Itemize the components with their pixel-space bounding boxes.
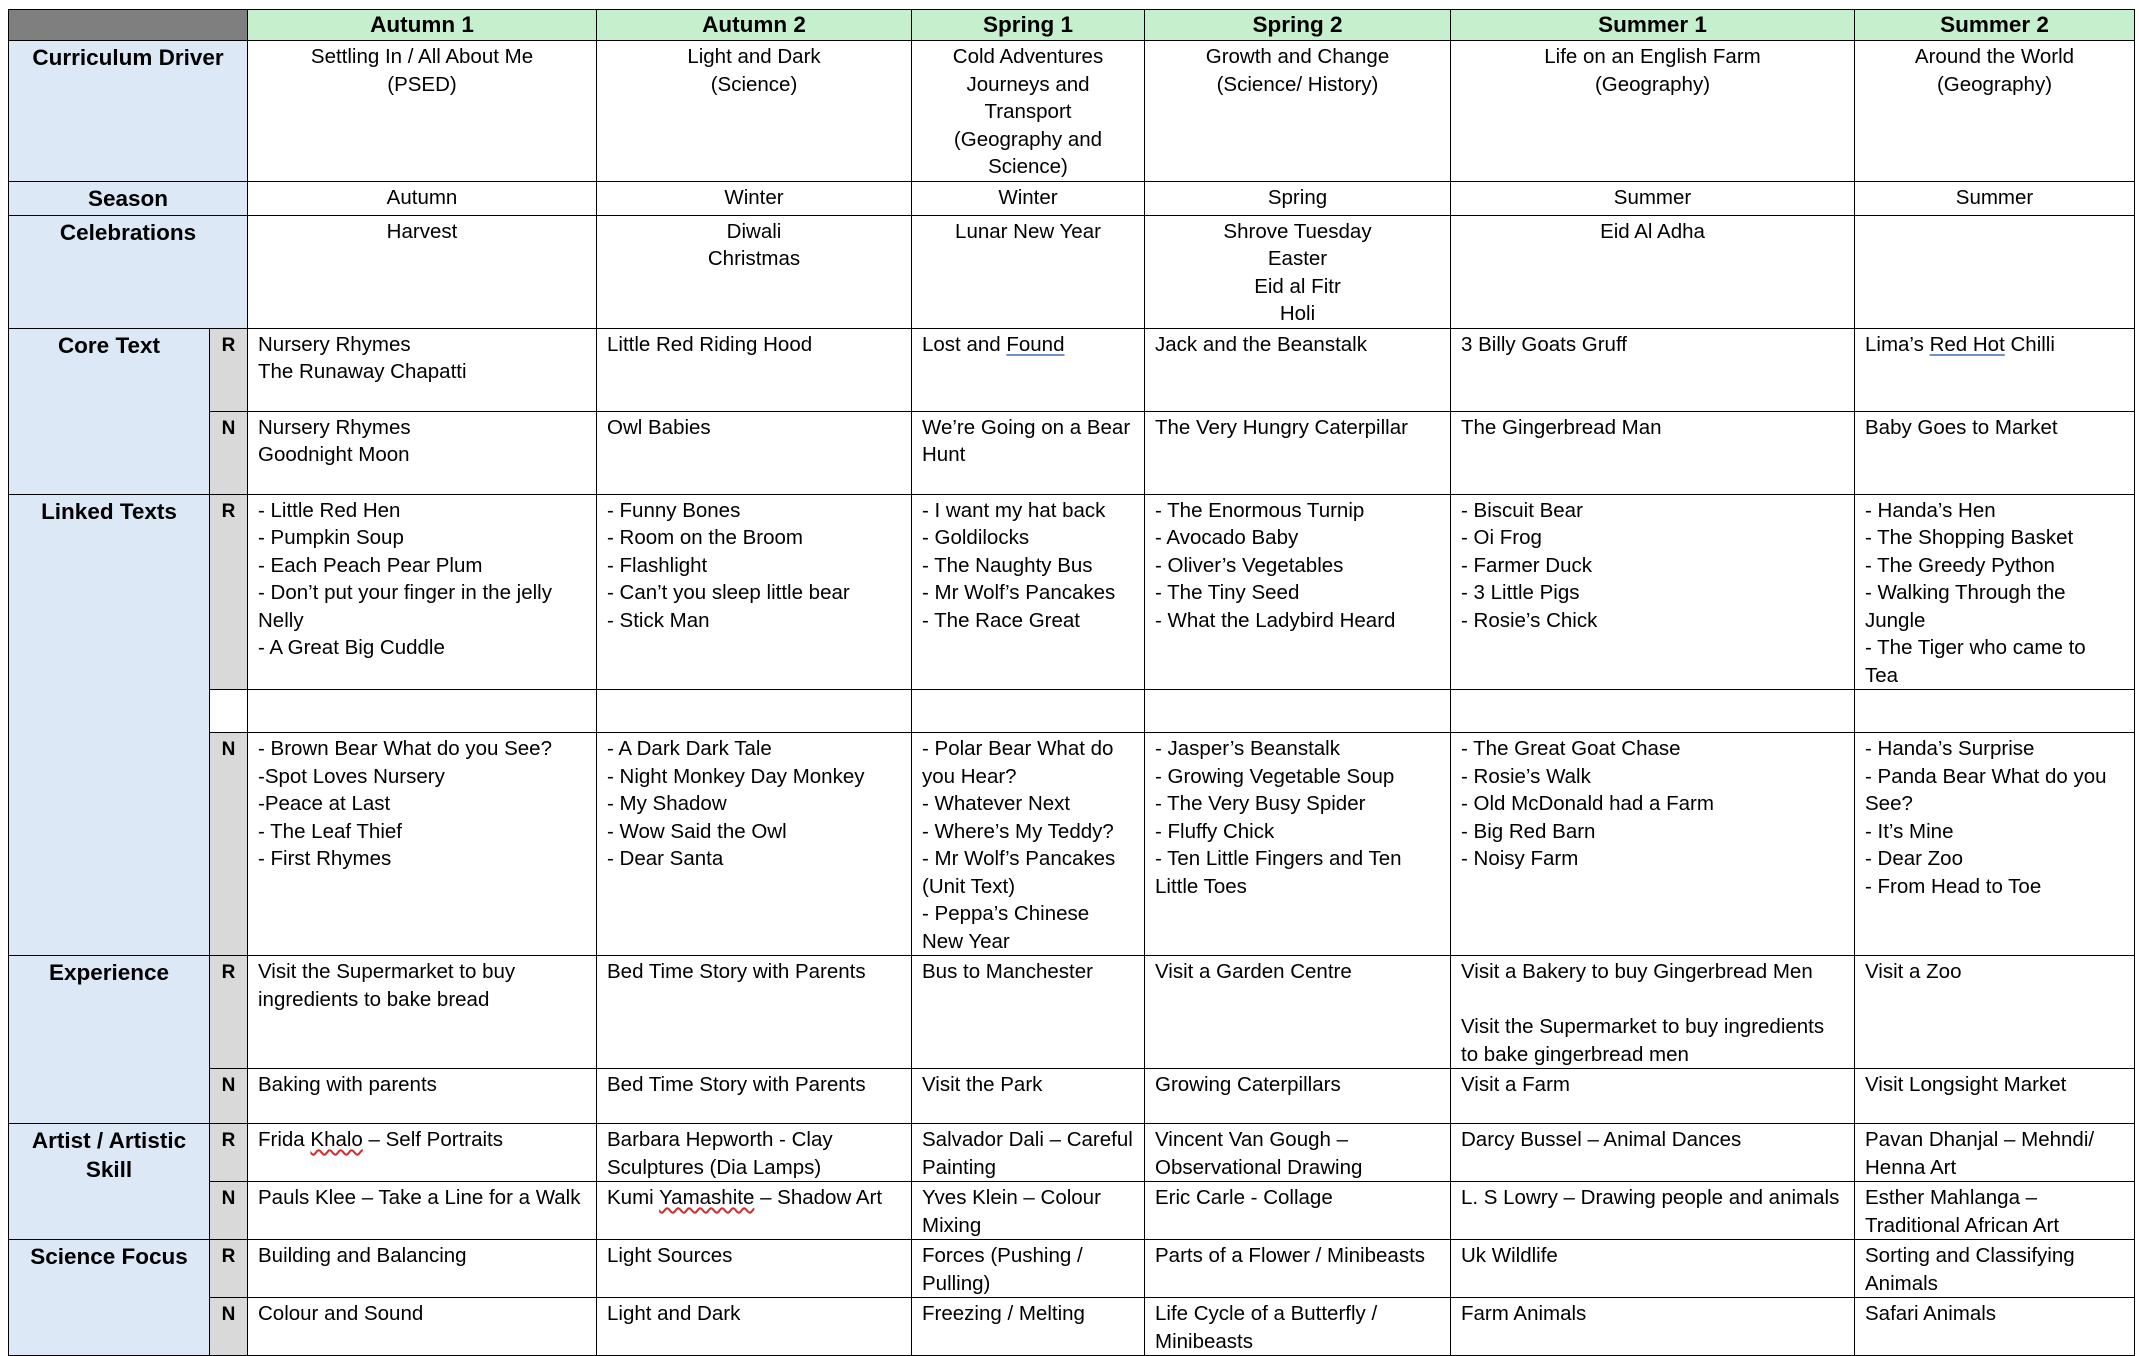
cell-text: - Peppa’s Chinese New Year xyxy=(922,902,1090,953)
cell-text: Esther Mahlanga – Traditional African Art xyxy=(1865,1186,2060,1237)
cell-text: Frida Khalo – Self Portraits xyxy=(258,1128,503,1151)
nursery-marker: N xyxy=(210,733,248,956)
cell-text: - First Rhymes xyxy=(258,847,392,870)
cell-text: Spring xyxy=(1267,185,1328,209)
cell-text: - Farmer Duck xyxy=(1461,553,1592,577)
cell-text: Around the World xyxy=(1914,45,2075,68)
reception-marker: R xyxy=(210,1240,248,1298)
column-header: Summer 1 xyxy=(1451,10,1855,41)
cell-text: The Gingerbread Man xyxy=(1461,415,1662,439)
cell-text: - Can’t you sleep little bear xyxy=(607,581,850,604)
cell-text: Diwali xyxy=(726,219,782,243)
cell-text: - Fluffy Chick xyxy=(1155,819,1275,843)
table-cell xyxy=(1145,494,1451,690)
cell-text: Visit the Supermarket to buy ingredients to bake gingerbread men xyxy=(1461,1015,1825,1066)
cell-text: Settling In / All About Me xyxy=(310,45,534,68)
cell-text: - A Dark Dark Tale xyxy=(607,737,772,760)
cell-text: - Wow Said the Owl xyxy=(607,819,787,843)
cell-text: Transport xyxy=(984,100,1072,123)
table-row xyxy=(9,1069,2135,1124)
proofing-mark: Red Hot xyxy=(1929,332,2005,356)
cell-text: Nursery Rhymes xyxy=(258,415,411,439)
cell-text: Bus to Manchester xyxy=(922,960,1093,983)
cell-text: Barbara Hepworth - Clay Sculptures (Dia Lamps) xyxy=(607,1128,833,1179)
cell-text: Light Sources xyxy=(607,1244,733,1267)
table-cell xyxy=(1451,1240,1855,1298)
cell-text: Baby Goes to Market xyxy=(1865,415,2058,439)
table-cell xyxy=(1145,956,1451,1069)
cell-text xyxy=(1461,986,1844,1014)
reception-marker: R xyxy=(210,956,248,1069)
table-cell xyxy=(1145,1124,1451,1182)
cell-text: - Whatever Next xyxy=(922,792,1071,815)
table-cell xyxy=(248,1069,597,1124)
table-cell xyxy=(1855,494,2135,690)
table-cell xyxy=(912,733,1145,956)
cell-text: - Oi Frog xyxy=(1461,526,1542,549)
cell-text: Colour and Sound xyxy=(258,1302,424,1325)
column-header: Autumn 1 xyxy=(248,10,597,41)
cell-text: - It’s Mine xyxy=(1865,819,1954,843)
column-header: Summer 2 xyxy=(1855,10,2135,41)
cell-text: - The Race Great xyxy=(922,608,1080,632)
cell-text: - Noisy Farm xyxy=(1461,847,1579,870)
table-row xyxy=(9,10,2135,41)
table-cell xyxy=(912,1240,1145,1298)
cell-text: - Each Peach Pear Plum xyxy=(258,553,483,577)
cell-text: - Funny Bones xyxy=(607,498,741,522)
cell-text: - Big Red Barn xyxy=(1461,819,1596,843)
cell-text: Nursery Rhymes xyxy=(258,332,411,356)
cell-text: - Old McDonald had a Farm xyxy=(1461,792,1714,815)
table-cell xyxy=(912,956,1145,1069)
table-cell xyxy=(597,956,912,1069)
spacer-cell xyxy=(210,690,248,733)
table-cell xyxy=(1451,494,1855,690)
cell-text: Eric Carle - Collage xyxy=(1155,1186,1333,1209)
cell-text: - Walking Through the Jungle xyxy=(1865,581,2066,632)
cell-text: - My Shadow xyxy=(607,792,727,815)
cell-text: - Ten Little Fingers and Ten Little Toes xyxy=(1155,847,1402,898)
cell-text: - Handa’s Hen xyxy=(1865,498,1996,522)
cell-text: - The Enormous Turnip xyxy=(1155,498,1365,522)
cell-text: Cold Adventures xyxy=(952,45,1104,68)
cell-text: Life Cycle of a Butterfly / Minibeasts xyxy=(1155,1302,1378,1353)
cell-text: - 3 Little Pigs xyxy=(1461,581,1580,604)
table-row xyxy=(9,494,2135,690)
table-cell xyxy=(248,733,597,956)
cell-text: Baking with parents xyxy=(258,1073,437,1096)
cell-text: Easter xyxy=(1267,247,1328,270)
artist-label: Artist / Artistic Skill xyxy=(9,1124,210,1240)
curriculum-table xyxy=(8,9,2135,1356)
table-row xyxy=(9,690,2135,733)
proofing-mark: Yamashite xyxy=(659,1186,755,1209)
cell-text: 3 Billy Goats Gruff xyxy=(1461,332,1627,356)
table-cell xyxy=(597,328,912,411)
empty-cell xyxy=(248,690,597,733)
table-cell xyxy=(248,328,597,411)
nursery-marker: N xyxy=(210,1069,248,1124)
cell-text: Visit a Zoo xyxy=(1865,960,1962,983)
cell-text: Darcy Bussel – Animal Dances xyxy=(1461,1128,1742,1151)
cell-text: Salvador Dali – Careful Painting xyxy=(922,1128,1133,1179)
cell-text: Eid Al Adha xyxy=(1600,219,1705,243)
cell-text: - The Naughty Bus xyxy=(922,553,1093,577)
cell-text: We’re Going on a Bear Hunt xyxy=(922,415,1131,466)
cell-text: Yves Klein – Colour Mixing xyxy=(922,1186,1101,1237)
nursery-marker: N xyxy=(210,1182,248,1240)
cell-text: - The Tiger who came to Tea xyxy=(1865,636,2086,687)
table-cell xyxy=(912,1124,1145,1182)
linked-texts-label: Linked Texts xyxy=(9,494,210,956)
cell-text: - What the Ladybird Heard xyxy=(1155,608,1396,632)
cell-text: (PSED) xyxy=(387,72,457,96)
table-row xyxy=(9,733,2135,956)
cell-text: Winter xyxy=(998,185,1058,209)
table-cell xyxy=(912,215,1145,328)
table-cell xyxy=(1451,328,1855,411)
table-cell xyxy=(1855,1069,2135,1124)
nursery-marker: N xyxy=(210,411,248,494)
cell-text: - Mr Wolf’s Pancakes (Unit Text) xyxy=(922,847,1116,898)
cell-text: Goodnight Moon xyxy=(258,443,410,466)
table-cell xyxy=(1451,1124,1855,1182)
cell-text: - Rosie’s Chick xyxy=(1461,608,1598,632)
cell-text: - Goldilocks xyxy=(922,526,1030,549)
table-cell xyxy=(1145,733,1451,956)
cell-text: Summer xyxy=(1613,185,1692,209)
table-cell xyxy=(1145,41,1451,182)
cell-text: Science) xyxy=(988,155,1068,178)
cell-text: Shrove Tuesday xyxy=(1223,219,1372,243)
table-cell xyxy=(1855,733,2135,956)
table-cell xyxy=(597,1124,912,1182)
table-cell xyxy=(597,1182,912,1240)
cell-text: - The Great Goat Chase xyxy=(1461,737,1681,760)
cell-text: Growing Caterpillars xyxy=(1155,1073,1341,1096)
table-cell xyxy=(1855,41,2135,182)
empty-cell xyxy=(912,690,1145,733)
table-cell xyxy=(912,1298,1145,1356)
cell-text: (Science) xyxy=(710,72,798,96)
table-cell xyxy=(1145,181,1451,215)
cell-text: Jack and the Beanstalk xyxy=(1155,332,1367,356)
cell-text: - The Leaf Thief xyxy=(258,819,402,843)
table-cell xyxy=(1855,328,2135,411)
cell-text: Sorting and Classifying Animals xyxy=(1865,1244,2075,1295)
cell-text: - Panda Bear What do you See? xyxy=(1865,764,2107,815)
table-cell xyxy=(1145,215,1451,328)
table-cell xyxy=(248,215,597,328)
cell-text: Parts of a Flower / Minibeasts xyxy=(1155,1244,1426,1267)
cell-text: Uk Wildlife xyxy=(1461,1244,1558,1267)
cell-text: Visit a Farm xyxy=(1461,1073,1570,1096)
cell-text: - Flashlight xyxy=(607,553,708,577)
table-cell xyxy=(1855,1298,2135,1356)
cell-text: - Room on the Broom xyxy=(607,526,803,549)
cell-text: - Jasper’s Beanstalk xyxy=(1155,737,1340,760)
cell-text: -Peace at Last xyxy=(258,792,391,815)
cell-text: Forces (Pushing / Pulling) xyxy=(922,1244,1083,1295)
table-row xyxy=(9,1124,2135,1182)
cell-text: Safari Animals xyxy=(1865,1302,1997,1325)
cell-text: Freezing / Melting xyxy=(922,1302,1085,1325)
table-row xyxy=(9,41,2135,182)
table-row xyxy=(9,1182,2135,1240)
empty-cell xyxy=(1451,690,1855,733)
table-row xyxy=(9,215,2135,328)
table-cell xyxy=(1145,411,1451,494)
cell-text: Visit the Park xyxy=(922,1073,1043,1096)
table-cell xyxy=(1451,215,1855,328)
table-cell xyxy=(912,494,1145,690)
cell-text: Farm Animals xyxy=(1461,1302,1587,1325)
cell-text: - Avocado Baby xyxy=(1155,526,1299,549)
reception-marker: R xyxy=(210,328,248,411)
table-cell xyxy=(1145,1240,1451,1298)
table-cell xyxy=(248,1182,597,1240)
cell-text: Owl Babies xyxy=(607,415,711,439)
table-cell xyxy=(1451,41,1855,182)
cell-text: Light and Dark xyxy=(607,1302,741,1325)
table-cell xyxy=(597,1240,912,1298)
cell-text: - A Great Big Cuddle xyxy=(258,636,445,659)
cell-text: - I want my hat back xyxy=(922,498,1106,522)
table-cell xyxy=(597,215,912,328)
cell-text: Kumi Yamashite – Shadow Art xyxy=(607,1186,883,1209)
cell-text: The Runaway Chapatti xyxy=(258,360,467,383)
table-cell xyxy=(1855,1240,2135,1298)
table-cell xyxy=(1145,1182,1451,1240)
cell-text: - Biscuit Bear xyxy=(1461,498,1583,522)
cell-text: - Rosie’s Walk xyxy=(1461,764,1591,788)
table-cell xyxy=(912,181,1145,215)
table-cell xyxy=(912,1182,1145,1240)
cell-text: (Geography) xyxy=(1936,72,2053,96)
cell-text: - Night Monkey Day Monkey xyxy=(607,764,865,788)
reception-marker: R xyxy=(210,494,248,690)
cell-text: Eid al Fitr xyxy=(1254,274,1341,298)
curriculum-driver-label: Curriculum Driver xyxy=(9,41,248,182)
cell-text: - From Head to Toe xyxy=(1865,874,2042,898)
cell-text: The Very Hungry Caterpillar xyxy=(1155,415,1408,439)
table-cell xyxy=(1855,956,2135,1069)
cell-text: - Brown Bear What do you See? xyxy=(258,737,552,760)
cell-text: Pavan Dhanjal – Mehndi/ Henna Art xyxy=(1865,1128,2095,1179)
table-cell xyxy=(1855,1124,2135,1182)
cell-text: Visit a Garden Centre xyxy=(1155,960,1352,983)
cell-text: Journeys and xyxy=(966,72,1090,96)
cell-text: - Mr Wolf’s Pancakes xyxy=(922,581,1116,604)
cell-text: Building and Balancing xyxy=(258,1244,467,1267)
table-cell xyxy=(248,181,597,215)
table-cell xyxy=(597,41,912,182)
table-cell xyxy=(1451,411,1855,494)
table-cell xyxy=(1451,1298,1855,1356)
season-label: Season xyxy=(9,181,248,215)
nursery-marker: N xyxy=(210,1298,248,1356)
cell-text: Bed Time Story with Parents xyxy=(607,1073,866,1096)
table-cell xyxy=(912,41,1145,182)
cell-text: - Polar Bear What do you Hear? xyxy=(922,737,1114,788)
table-row xyxy=(9,411,2135,494)
cell-text: Little Red Riding Hood xyxy=(607,332,813,356)
column-header: Spring 1 xyxy=(912,10,1145,41)
table-cell xyxy=(248,1124,597,1182)
table-row xyxy=(9,181,2135,215)
cell-text: - The Tiny Seed xyxy=(1155,581,1300,604)
cell-text: - Growing Vegetable Soup xyxy=(1155,764,1395,788)
table-cell xyxy=(1145,1069,1451,1124)
table-row xyxy=(9,1240,2135,1298)
cell-text: Life on an English Farm xyxy=(1544,45,1761,68)
table-cell xyxy=(597,1069,912,1124)
cell-text: Winter xyxy=(724,185,784,209)
table-cell xyxy=(912,411,1145,494)
cell-text: Holi xyxy=(1279,302,1316,325)
table-row xyxy=(9,328,2135,411)
science-focus-label: Science Focus xyxy=(9,1240,210,1356)
table-cell xyxy=(248,956,597,1069)
table-cell xyxy=(597,733,912,956)
empty-cell xyxy=(1145,690,1451,733)
core-text-label: Core Text xyxy=(9,328,210,494)
table-cell xyxy=(1145,1298,1451,1356)
cell-text: - The Shopping Basket xyxy=(1865,526,2074,549)
empty-cell xyxy=(1855,690,2135,733)
table-cell xyxy=(1855,411,2135,494)
table-cell xyxy=(1855,181,2135,215)
cell-text: Light and Dark xyxy=(687,45,821,68)
cell-text: Lima’s Red Hot Chilli xyxy=(1865,332,2055,356)
cell-text: - The Greedy Python xyxy=(1865,553,2055,577)
table-cell xyxy=(1145,328,1451,411)
table-cell xyxy=(1855,1182,2135,1240)
cell-text: Lunar New Year xyxy=(955,219,1101,243)
cell-text: L. S Lowry – Drawing people and animals xyxy=(1461,1186,1840,1209)
cell-text: Autumn xyxy=(386,185,458,209)
celebrations-label: Celebrations xyxy=(9,215,248,328)
table-cell xyxy=(912,1069,1145,1124)
cell-text: - Dear Zoo xyxy=(1865,847,1963,870)
cell-text: Growth and Change xyxy=(1205,45,1390,68)
cell-text: - Don’t put your finger in the jelly Nelly xyxy=(258,581,552,632)
cell-text: - Where’s My Teddy? xyxy=(922,819,1114,843)
table-cell xyxy=(912,328,1145,411)
table-cell xyxy=(597,181,912,215)
table-cell xyxy=(248,1298,597,1356)
cell-text: Bed Time Story with Parents xyxy=(607,960,866,983)
cell-text: - The Very Busy Spider xyxy=(1155,792,1366,815)
table-cell xyxy=(1855,215,2135,328)
reception-marker: R xyxy=(210,1124,248,1182)
cell-text: -Spot Loves Nursery xyxy=(258,764,445,788)
cell-text: - Handa’s Surprise xyxy=(1865,737,2035,760)
cell-text: Christmas xyxy=(707,247,801,270)
table-cell xyxy=(597,494,912,690)
cell-text: - Oliver’s Vegetables xyxy=(1155,553,1344,577)
cell-text: Pauls Klee – Take a Line for a Walk xyxy=(258,1186,581,1209)
table-cell xyxy=(248,1240,597,1298)
column-header: Spring 2 xyxy=(1145,10,1451,41)
table-cell xyxy=(248,411,597,494)
table-row xyxy=(9,1298,2135,1356)
table-cell xyxy=(1451,1182,1855,1240)
table-cell xyxy=(597,411,912,494)
cell-text: (Science/ History) xyxy=(1216,72,1379,96)
cell-text: Visit the Supermarket to buy ingredients to bake bread xyxy=(258,960,516,1011)
table-cell xyxy=(248,494,597,690)
experience-label: Experience xyxy=(9,956,210,1124)
column-header: Autumn 2 xyxy=(597,10,912,41)
table-cell xyxy=(597,1298,912,1356)
cell-text: (Geography) xyxy=(1594,72,1711,96)
cell-text: Summer xyxy=(1955,185,2034,209)
table-row xyxy=(9,956,2135,1069)
cell-text: Vincent Van Gough – Observational Drawing xyxy=(1155,1128,1363,1179)
table-cell xyxy=(1451,1069,1855,1124)
empty-cell xyxy=(597,690,912,733)
cell-text: Lost and Found xyxy=(922,332,1065,356)
corner-cell xyxy=(9,10,248,41)
cell-text: - Stick Man xyxy=(607,608,710,632)
cell-text: - Dear Santa xyxy=(607,847,724,870)
proofing-mark: Khalo xyxy=(310,1128,363,1151)
table-cell xyxy=(1451,733,1855,956)
table-cell xyxy=(1451,181,1855,215)
cell-text: Visit a Bakery to buy Gingerbread Men xyxy=(1461,960,1813,983)
proofing-mark: Found xyxy=(1006,332,1065,356)
cell-text: - Little Red Hen xyxy=(258,498,401,522)
table-cell xyxy=(248,41,597,182)
table-cell xyxy=(1451,956,1855,1069)
cell-text: - Pumpkin Soup xyxy=(258,526,404,549)
cell-text: Harvest xyxy=(386,219,458,243)
cell-text: Visit Longsight Market xyxy=(1865,1073,2067,1096)
cell-text: (Geography and xyxy=(953,127,1103,151)
